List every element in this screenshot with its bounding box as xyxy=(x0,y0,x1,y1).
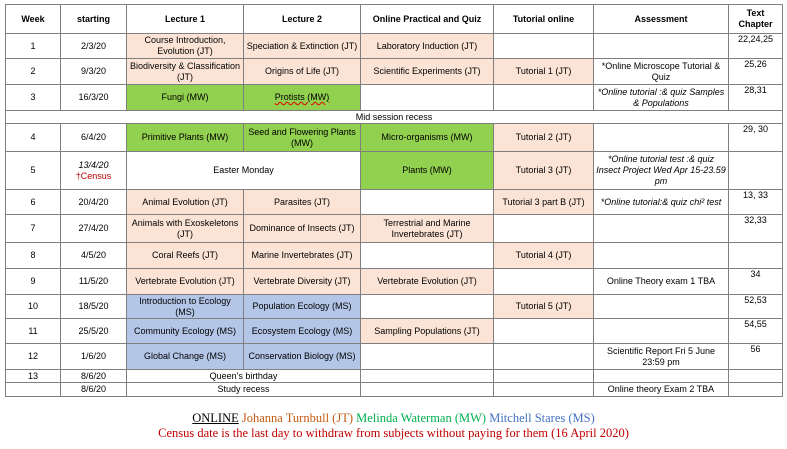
header-text-chapter xyxy=(729,5,783,34)
staff-legend xyxy=(0,411,787,425)
week-cell: 5 xyxy=(6,152,61,190)
tutorial-cell xyxy=(494,383,594,397)
census-note-footer: Census date is the last day to withdraw from subjects without paying for them (16 April 2020) xyxy=(158,426,629,440)
chapter-cell xyxy=(729,152,783,190)
online-cell: Laboratory Induction (JT) xyxy=(361,34,494,59)
legend-jt: Johanna Turnbull (JT) xyxy=(241,411,353,425)
lecture-2-cell: Protists (MW) xyxy=(244,85,361,111)
table-row xyxy=(6,370,783,383)
header-starting: starting xyxy=(61,5,127,34)
lecture-1-cell: Fungi (MW) xyxy=(127,85,244,111)
start-cell: 25/5/20 xyxy=(61,319,127,344)
table-row xyxy=(6,215,783,243)
assessment-cell xyxy=(594,319,729,344)
header-assessment: Assessment xyxy=(594,5,729,34)
study-recess-cell: Study recess xyxy=(127,383,361,397)
header-chapter: Chapter xyxy=(738,19,773,29)
header-tutorial-online: Tutorial online xyxy=(494,5,594,34)
online-cell xyxy=(361,370,494,383)
chapter-cell: 32,33 xyxy=(729,215,783,243)
online-cell xyxy=(361,243,494,269)
week-cell: 10 xyxy=(6,295,61,319)
online-cell: Micro-organisms (MW) xyxy=(361,124,494,152)
queens-birthday-cell: Queen's birthday xyxy=(127,370,361,383)
week-cell: 9 xyxy=(6,269,61,295)
chapter-cell: 54,55 xyxy=(729,319,783,344)
chapter-cell: 13, 33 xyxy=(729,190,783,215)
lecture-1-cell: Community Ecology (MS) xyxy=(127,319,244,344)
assessment-cell: Scientific Report Fri 5 June 23:59 pm xyxy=(594,344,729,370)
recess-row xyxy=(6,111,783,124)
week-cell xyxy=(6,383,61,397)
header-lecture-1: Lecture 1 xyxy=(127,5,244,34)
assessment-cell xyxy=(594,370,729,383)
tutorial-cell: Tutorial 2 (JT) xyxy=(494,124,594,152)
assessment-cell xyxy=(594,34,729,59)
schedule-table xyxy=(5,4,783,397)
start-cell: 27/4/20 xyxy=(61,215,127,243)
header-online-practical: Online Practical and Quiz xyxy=(361,5,494,34)
table-row xyxy=(6,243,783,269)
assessment-cell: Online theory Exam 2 TBA xyxy=(594,383,729,397)
mid-session-recess: Mid session recess xyxy=(6,111,783,124)
chapter-cell: 25,26 xyxy=(729,59,783,85)
tutorial-cell xyxy=(494,269,594,295)
chapter-cell: 52,53 xyxy=(729,295,783,319)
start-cell: 4/5/20 xyxy=(61,243,127,269)
chapter-cell xyxy=(729,243,783,269)
header-text: Text xyxy=(746,8,765,18)
week-cell: 11 xyxy=(6,319,61,344)
online-cell xyxy=(361,295,494,319)
lecture-2-cell: Ecosystem Ecology (MS) xyxy=(244,319,361,344)
lecture-2-cell: Speciation & Extinction (JT) xyxy=(244,34,361,59)
tutorial-cell xyxy=(494,344,594,370)
legend-mw: Melinda Waterman (MW) xyxy=(356,411,487,425)
lecture-1-cell: Primitive Plants (MW) xyxy=(127,124,244,152)
start-cell: 11/5/20 xyxy=(61,269,127,295)
header-week: Week xyxy=(6,5,61,34)
assessment-cell: Online Theory exam 1 TBA xyxy=(594,269,729,295)
start-date: 13/4/20 xyxy=(78,159,109,170)
assessment-cell: *Online tutorial :& quiz Samples & Populations xyxy=(594,85,729,111)
lecture-2-cell: Seed and Flowering Plants (MW) xyxy=(244,124,361,152)
table-row xyxy=(6,152,783,190)
lecture-2-cell: Vertebrate Diversity (JT) xyxy=(244,269,361,295)
table-row xyxy=(6,124,783,152)
lecture-2-cell: Conservation Biology (MS) xyxy=(244,344,361,370)
online-cell xyxy=(361,85,494,111)
week-cell: 4 xyxy=(6,124,61,152)
assessment-cell xyxy=(594,215,729,243)
start-cell: 16/3/20 xyxy=(61,85,127,111)
legend-online: ONLINE xyxy=(192,411,239,425)
assessment-cell: *Online tutorial:& quiz chi² test xyxy=(594,190,729,215)
online-cell: Plants (MW) xyxy=(361,152,494,190)
table-row xyxy=(6,319,783,344)
assessment-cell xyxy=(594,295,729,319)
tutorial-cell: Tutorial 4 (JT) xyxy=(494,243,594,269)
table-row xyxy=(6,295,783,319)
assessment-cell xyxy=(594,124,729,152)
lecture-2-cell: Origins of Life (JT) xyxy=(244,59,361,85)
lecture-1-cell: Animal Evolution (JT) xyxy=(127,190,244,215)
start-cell: 8/6/20 xyxy=(61,383,127,397)
start-cell: 18/5/20 xyxy=(61,295,127,319)
tutorial-cell xyxy=(494,215,594,243)
lecture-1-cell: Course Introduction, Evolution (JT) xyxy=(127,34,244,59)
online-cell: Vertebrate Evolution (JT) xyxy=(361,269,494,295)
lecture-1-cell: Biodiversity & Classification (JT) xyxy=(127,59,244,85)
week-cell: 2 xyxy=(6,59,61,85)
easter-monday-cell: Easter Monday xyxy=(127,152,361,190)
tutorial-cell xyxy=(494,319,594,344)
chapter-cell: 22,24,25 xyxy=(729,34,783,59)
online-cell xyxy=(361,190,494,215)
week-cell: 6 xyxy=(6,190,61,215)
table-row xyxy=(6,34,783,59)
online-cell xyxy=(361,344,494,370)
start-cell: 2/3/20 xyxy=(61,34,127,59)
start-cell: 8/6/20 xyxy=(61,370,127,383)
table-row xyxy=(6,59,783,85)
chapter-cell: 29, 30 xyxy=(729,124,783,152)
table-row xyxy=(6,344,783,370)
chapter-cell xyxy=(729,383,783,397)
chapter-cell xyxy=(729,370,783,383)
online-cell: Scientific Experiments (JT) xyxy=(361,59,494,85)
start-cell: 1/6/20 xyxy=(61,344,127,370)
lecture-2-cell: Marine Invertebrates (JT) xyxy=(244,243,361,269)
header-lecture-2: Lecture 2 xyxy=(244,5,361,34)
lecture-1-cell: Global Change (MS) xyxy=(127,344,244,370)
week-cell: 7 xyxy=(6,215,61,243)
tutorial-cell: Tutorial 3 part B (JT) xyxy=(494,190,594,215)
tutorial-cell: Tutorial 3 (JT) xyxy=(494,152,594,190)
header-row xyxy=(6,5,783,34)
assessment-cell: *Online tutorial test :& quiz Insect Project Wed Apr 15-23.59 pm xyxy=(594,152,729,190)
table-row xyxy=(6,190,783,215)
legend-ms: Mitchell Stares (MS) xyxy=(489,411,595,425)
table-row xyxy=(6,383,783,397)
tutorial-cell xyxy=(494,34,594,59)
tutorial-cell: Tutorial 5 (JT) xyxy=(494,295,594,319)
week-cell: 3 xyxy=(6,85,61,111)
lecture-2-cell: Parasites (JT) xyxy=(244,190,361,215)
week-cell: 8 xyxy=(6,243,61,269)
chapter-cell: 56 xyxy=(729,344,783,370)
start-cell: 6/4/20 xyxy=(61,124,127,152)
tutorial-cell xyxy=(494,85,594,111)
census-note: †Census xyxy=(75,170,112,181)
lecture-1-cell: Animals with Exoskeletons (JT) xyxy=(127,215,244,243)
tutorial-cell xyxy=(494,370,594,383)
lecture-1-cell: Vertebrate Evolution (JT) xyxy=(127,269,244,295)
week-cell: 1 xyxy=(6,34,61,59)
assessment-cell: *Online Microscope Tutorial & Quiz xyxy=(594,59,729,85)
online-cell xyxy=(361,383,494,397)
start-cell: 9/3/20 xyxy=(61,59,127,85)
start-cell: 20/4/20 xyxy=(61,190,127,215)
table-row xyxy=(6,85,783,111)
lecture-2-cell: Dominance of Insects (JT) xyxy=(244,215,361,243)
chapter-cell: 34 xyxy=(729,269,783,295)
lecture-1-cell: Introduction to Ecology (MS) xyxy=(127,295,244,319)
table-row xyxy=(6,269,783,295)
assessment-cell xyxy=(594,243,729,269)
lecture-1-cell: Coral Reefs (JT) xyxy=(127,243,244,269)
lecture-2-cell: Population Ecology (MS) xyxy=(244,295,361,319)
start-cell xyxy=(61,152,127,190)
online-cell: Sampling Populations (JT) xyxy=(361,319,494,344)
chapter-cell: 28,31 xyxy=(729,85,783,111)
tutorial-cell: Tutorial 1 (JT) xyxy=(494,59,594,85)
week-cell: 12 xyxy=(6,344,61,370)
week-cell: 13 xyxy=(6,370,61,383)
online-cell: Terrestrial and Marine Invertebrates (JT) xyxy=(361,215,494,243)
